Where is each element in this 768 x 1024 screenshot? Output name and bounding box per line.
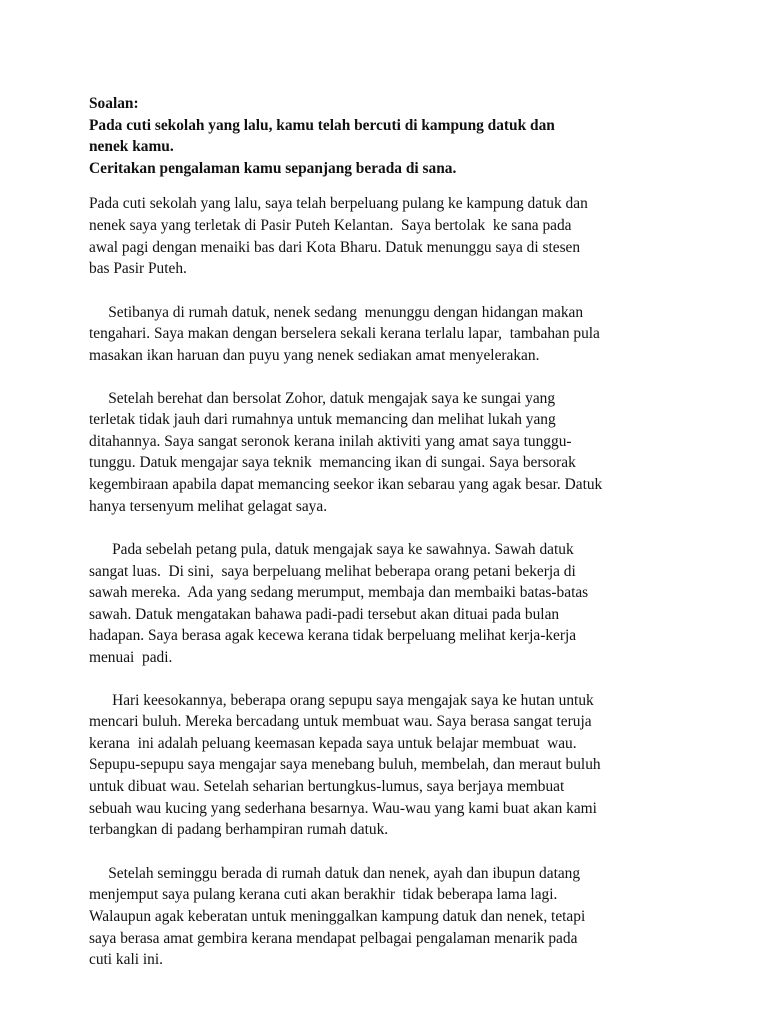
essay-line: sebuah wau kucing yang sederhana besarnya. Wau-wau yang kami buat akan kami (89, 799, 597, 817)
essay-line: menjemput saya pulang kerana cuti akan berakhir tidak beberapa lama lagi. (89, 886, 558, 904)
essay-line: Pada cuti sekolah yang lalu, saya telah berpeluang pulang ke kampung datuk dan (89, 195, 588, 213)
essay-line: terletak tidak jauh dari rumahnya untuk memancing dan melihat lukah yang (89, 411, 556, 429)
essay-line: hanya tersenyum melihat gelagat saya. (89, 497, 328, 515)
question-line: Ceritakan pengalaman kamu sepanjang berada di sana. (89, 159, 457, 177)
essay-line: sawah. Datuk mengatakan bahawa padi-padi tersebut akan dituai pada bulan (89, 605, 560, 623)
essay-line: Setelah berehat dan bersolat Zohor, datuk mengajak saya ke sungai yang (89, 389, 556, 407)
essay-line: Setibanya di rumah datuk, nenek sedang menunggu dengan hidangan makan (89, 303, 584, 321)
essay-paragraph (89, 302, 688, 367)
essay-line: hadapan. Saya berasa agak kecewa kerana tidak berpeluang melihat kerja-kerja (89, 627, 577, 645)
essay-line: saya berasa amat gembira kerana mendapat pelbagai pengalaman menarik pada (89, 929, 578, 947)
essay-paragraph (89, 690, 688, 841)
question-line: nenek kamu. (89, 138, 174, 156)
essay-line: kegembiraan apabila dapat memancing seekor ikan sebarau yang agak besar. Datuk (89, 475, 603, 493)
essay-line: kerana ini adalah peluang keemasan kepada saya untuk belajar membuat wau. (89, 734, 577, 752)
essay-line: sangat luas. Di sini, saya berpeluang melihat beberapa orang petani bekerja di (89, 562, 576, 580)
essay-line: mencari buluh. Mereka bercadang untuk membuat wau. Saya berasa sangat teruja (89, 713, 592, 731)
essay-line: untuk dibuat wau. Setelah seharian bertungkus-lumus, saya berjaya membuat (89, 778, 565, 796)
essay-line: menuai padi. (89, 649, 173, 667)
essay-line: bas Pasir Puteh. (89, 260, 187, 278)
essay-line: cuti kali ini. (89, 951, 163, 969)
essay-line: tunggu. Datuk mengajar saya teknik memancing ikan di sungai. Saya bersorak (89, 454, 576, 472)
essay-line: terbangkan di padang berhampiran rumah datuk. (89, 821, 389, 839)
question-heading: Soalan: (89, 95, 139, 112)
question-block (89, 93, 688, 179)
essay-line: Setelah seminggu berada di rumah datuk dan nenek, ayah dan ibupun datang (89, 864, 581, 882)
essay-paragraph (89, 863, 688, 971)
essay-line: masakan ikan haruan dan puyu yang nenek sediakan amat menyelerakan. (89, 346, 540, 364)
essay-line: Walaupun agak keberatan untuk meninggalkan kampung datuk dan nenek, tetapi (89, 908, 586, 925)
essay-line: Pada sebelah petang pula, datuk mengajak saya ke sawahnya. Sawah datuk (89, 541, 574, 559)
essay-body (89, 193, 688, 970)
essay-paragraph (89, 539, 688, 669)
essay-line: nenek saya yang terletak di Pasir Puteh Kelantan. Saya bertolak ke sana pada (89, 216, 572, 234)
essay-line: ditahannya. Saya sangat seronok kerana inilah aktiviti yang amat saya tunggu- (89, 432, 572, 450)
essay-paragraph (89, 388, 688, 518)
essay-line: Sepupu-sepupu saya mengajar saya menebang buluh, membelah, dan meraut buluh (89, 756, 601, 774)
essay-line: Hari keesokannya, beberapa orang sepupu saya mengajak saya ke hutan untuk (89, 691, 594, 709)
essay-line: sawah mereka. Ada yang sedang merumput, membaja dan membaiki batas-batas (89, 584, 589, 602)
essay-line: awal pagi dengan menaiki bas dari Kota Bharu. Datuk menunggu saya di stesen (89, 238, 581, 256)
essay-paragraph (89, 193, 688, 279)
question-line: Pada cuti sekolah yang lalu, kamu telah bercuti di kampung datuk dan (89, 116, 555, 134)
essay-line: tengahari. Saya makan dengan berselera sekali kerana terlalu lapar, tambahan pula (89, 325, 600, 343)
